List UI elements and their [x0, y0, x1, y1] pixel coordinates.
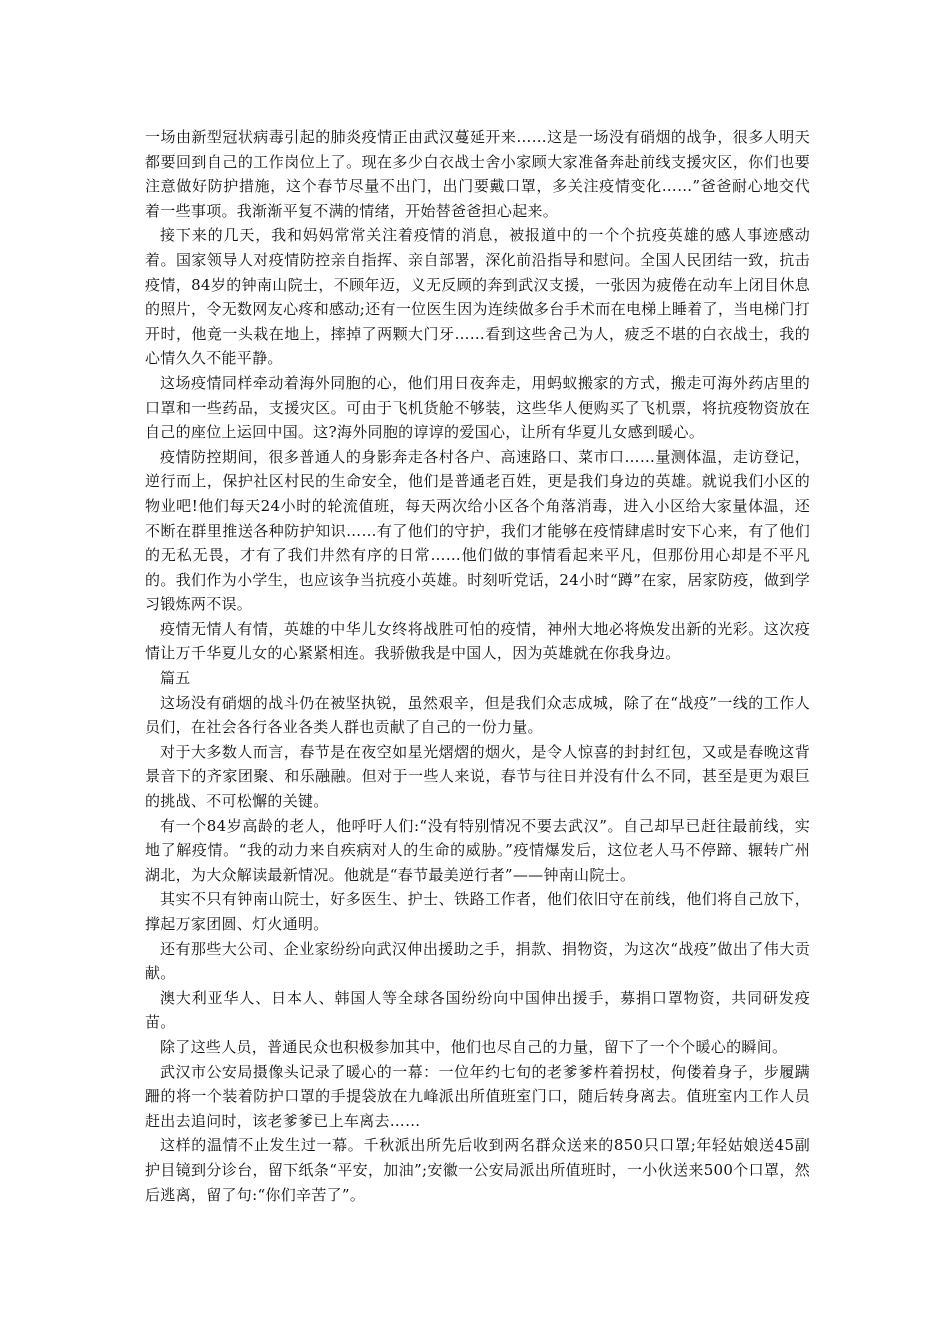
- paragraph-10: 其实不只有钟南山院士，好多医生、护士、铁路工作者，他们依旧守在前线，他们将自己放下，撑起万家团圆、灯火通明。: [145, 890, 810, 933]
- paragraph-4: 疫情防控期间，很多普通人的身影奔走各村各户、高速路口、菜市口……量测体温，走访登记，逆行而上，保护社区村民的生命安全，他们是普通老百姓，更是我们身边的英雄。就说我们小区的物业吧!他们每天24小时的轮流值班，每天两次给小区各个角落消毒，进入小区给大家量体温，还不断在群里推送各种防护知识……有了他们的守护，我们才能够在疫情肆虐时安下心来，有了他们的无私无畏，才有了我们井然有序的日常……他们做的事情看起来平凡，但那份用心却是不平凡的。我们作为小学生，也应该争当抗疫小英雄。时刻听党话，24小时“蹲”在家，居家防疫，做到学习锻炼两不误。: [145, 447, 810, 614]
- paragraph-13: 除了这些人员，普通民众也积极参加其中，他们也尽自己的力量，留下了一个个暖心的瞬间。: [160, 1037, 788, 1056]
- paragraph-7: 这场没有硝烟的战斗仍在被坚执锐，虽然艰辛，但是我们众志成城，除了在“战疫”一线的工作人员们，在社会各行各业各类人群也贡献了自己的一份力量。: [145, 693, 810, 737]
- paragraph-8: 对于大多数人而言，春节是在夜空如星光熠熠的烟火，是令人惊喜的封封红包，又或是春晚这背景音下的齐家团聚、和乐融融。但对于一些人来说，春节与往日并没有什么不同，甚至是更为艰巨的挑战、不可松懈的关键。: [145, 742, 810, 811]
- paragraph-11: 还有那些大公司、企业家纷纷向武汉伸出援助之手，捐款、捐物资，为这次“战疫”做出了伟大贡献。: [145, 939, 810, 983]
- paragraph-9: 有一个84岁高龄的老人，他呼吁人们:“没有特别情况不要去武汉”。自己却早已赶往最前线，实地了解疫情。“我的动力来自疾病对人的生命的威胁。”疫情爆发后，这位老人马不停蹄、辗转广州湖北，为大众解读最新情况。他就是“春节最美逆行者”——钟南山院士。: [145, 816, 810, 884]
- paragraph-5: 疫情无情人有情，英雄的中华儿女终将战胜可怕的疫情，神州大地必将焕发出新的光彩。这次疫情让万千华夏儿女的心紧紧相连。我骄傲我是中国人，因为英雄就在你我身边。: [145, 619, 810, 663]
- paragraph-15: 这样的温情不止发生过一幕。千秋派出所先后收到两名群众送来的850只口罩;年轻姑娘送45副护目镜到分诊台，留下纸条“平安，加油”;安徽一公安局派出所值班时，一小伙送来500个口罩，然后逃离，留了句:“你们辛苦了”。: [145, 1136, 810, 1204]
- paragraph-3: 这场疫情同样牵动着海外同胞的心，他们用日夜奔走，用蚂蚁搬家的方式，搬走可海外药店里的口罩和一些药品，支援灾区。可由于飞机货舱不够装，这些华人便购买了飞机票，将抗疫物资放在自己的座位上运回中国。这?海外同胞的谆谆的爱国心，让所有华夏儿女感到暖心。: [145, 373, 810, 442]
- paragraph-1: 一场由新型冠状病毒引起的肺炎疫情正由武汉蔓延开来……这是一场没有硝烟的战争，很多人明天都要回到自己的工作岗位上了。现在多少白衣战士舍小家顾大家准备奔赴前线支援灾区，你们也要注意做好防护措施，这个春节尽量不出门，出门要戴口罩，多关注疫情变化……”爸爸耐心地交代着一些事项。我渐渐平复不满的情绪，开始替爸爸担心起来。: [145, 128, 810, 220]
- section-heading: 篇五: [160, 669, 191, 688]
- document-body: [145, 125, 810, 1207]
- paragraph-2: 接下来的几天，我和妈妈常常关注着疫情的消息，被报道中的一个个抗疫英雄的感人事迹感动着。国家领导人对疫情防控亲自指挥、亲自部署，深化前沿指导和慰问。全国人民团结一致，抗击疫情，84岁的钟南山院士，不顾年迈，义无反顾的奔到武汉支援，一张因为疲倦在动车上闭目休息的照片，令无数网友心疼和感动;还有一位医生因为连续做多台手术而在电梯上睡着了，当电梯门打开时，他竟一头栽在地上，摔掉了两颗大门牙……看到这些舍己为人，疲乏不堪的白衣战士，我的心情久久不能平静。: [145, 226, 810, 368]
- paragraph-12: 澳大利亚华人、日本人、韩国人等全球各国纷纷向中国伸出援手，募捐口罩物资，共同研发疫苗。: [145, 988, 810, 1032]
- paragraph-14: 武汉市公安局摄像头记录了暖心的一幕：一位年约七旬的老爹爹杵着拐杖，佝偻着身子，步履蹒跚的将一个装着防护口罩的手提袋放在九峰派出所值班室门口，随后转身离去。值班室内工作人员赶出去追问时，该老爹爹已上车离去……: [145, 1062, 810, 1130]
